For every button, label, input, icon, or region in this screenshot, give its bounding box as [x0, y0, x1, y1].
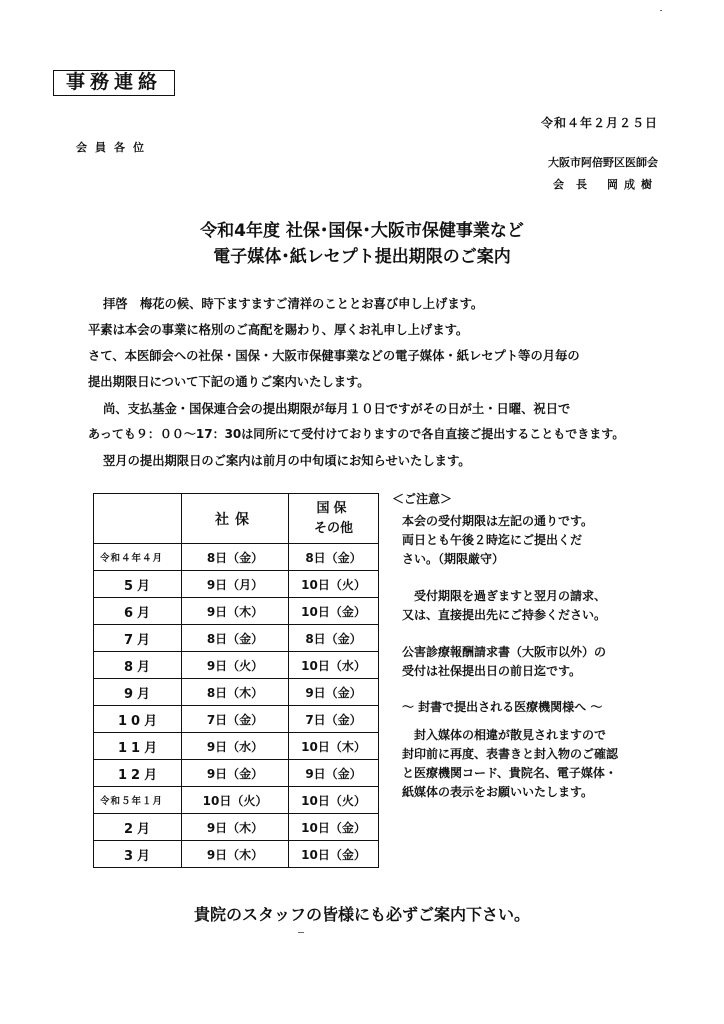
month-cell: 11月 [94, 733, 182, 760]
month-cell: 3月 [94, 841, 182, 868]
notice-label: 事務連絡 [53, 70, 175, 96]
note-line: 又は、直接提出先にご持参ください。 [402, 608, 607, 622]
body-paragraph: 尚、支払基金・国保連合会の提出期限が毎月１０日ですがその日が土・日曜、祝日で [103, 402, 571, 416]
body-paragraph: 提出期限日について下記の通りご案内いたします。 [88, 375, 370, 389]
table-header-kokuho-line2: その他 [313, 520, 353, 536]
note-subheading: ～ 封書で提出される医療機関様へ ～ [402, 700, 603, 714]
body-paragraph: あっても９：００～17：30は同所にて受付けておりますので各自直接ご提出することもできます。 [88, 427, 625, 441]
shaho-cell: 9日（木） [182, 598, 289, 625]
table-row [94, 652, 379, 679]
shaho-cell: 8日（金） [182, 625, 289, 652]
kokuho-cell: 10日（水） [289, 652, 379, 679]
body-paragraph: さて、本医師会への社保・国保・大阪市保健事業などの電子媒体・紙レセプト等の月毎の [88, 349, 580, 363]
note-line: 封入媒体の相違が散見されますので [414, 728, 607, 742]
body-paragraph: 翌月の提出期限日のご案内は前月の中旬頃にお知らせいたします。 [103, 454, 471, 468]
note-line: 受付期限を過ぎますと翌月の請求、 [414, 589, 607, 603]
table-row [94, 544, 379, 571]
scan-speck [298, 932, 304, 933]
shaho-cell: 9日（月） [182, 571, 289, 598]
note-line: 受付は社保提出日の前日迄です。 [402, 664, 582, 678]
note-line: 両日とも午後２時迄にご提出くだ [402, 533, 583, 547]
table-row [94, 598, 379, 625]
table-header-month [94, 494, 182, 544]
table-row [94, 787, 379, 814]
body-paragraph: 拝啓 梅花の候、時下ますますご清祥のこととお喜び申し上げます。 [103, 297, 484, 311]
month-cell: 5月 [94, 571, 182, 598]
kokuho-cell: 7日（金） [289, 706, 379, 733]
month-cell: 2月 [94, 814, 182, 841]
table-row [94, 841, 379, 868]
president-role: 会長 [553, 178, 599, 191]
table-row [94, 679, 379, 706]
table-row [94, 571, 379, 598]
table-row [94, 814, 379, 841]
shaho-cell: 9日（木） [182, 841, 289, 868]
kokuho-cell: 8日（金） [289, 625, 379, 652]
month-cell: 7月 [94, 625, 182, 652]
document-title-line1: 令和4年度 社保･国保･大阪市保健事業など [200, 221, 524, 241]
month-cell: 12月 [94, 760, 182, 787]
table-row [94, 706, 379, 733]
month-cell: 8月 [94, 652, 182, 679]
kokuho-cell: 10日（火） [289, 571, 379, 598]
note-line: 紙媒体の表示をお願いいたします。 [402, 785, 594, 799]
kokuho-cell: 9日（金） [289, 679, 379, 706]
note-line: 公害診療報酬請求書（大阪市以外）の [402, 645, 607, 659]
shaho-cell: 8日（金） [182, 544, 289, 571]
note-line: 本会の受付期限は左記の通りです。 [402, 514, 594, 528]
body-paragraph: 平素は本会の事業に格別のご高配を賜わり、厚くお礼申し上げます。 [88, 323, 469, 337]
footer-message: 貴院のスタッフの皆様にも必ずご案内下さい。 [193, 905, 530, 924]
month-cell: 9月 [94, 679, 182, 706]
shaho-cell: 9日（木） [182, 814, 289, 841]
month-cell: 令和４年４月 [94, 544, 182, 571]
shaho-cell: 7日（金） [182, 706, 289, 733]
table-header-shaho: 社保 [182, 494, 289, 544]
document-title-line2: 電子媒体･紙レセプト提出期限のご案内 [213, 247, 511, 267]
note-line: と医療機関コード、貴院名、電子媒体・ [402, 766, 617, 780]
note-line: 封印前に再度、表書きと封入物のご確認 [402, 747, 619, 761]
table-header-kokuho [289, 494, 379, 544]
shaho-cell: 9日（金） [182, 760, 289, 787]
table-header-row [94, 494, 379, 544]
shaho-cell: 9日（水） [182, 733, 289, 760]
kokuho-cell: 10日（木） [289, 733, 379, 760]
shaho-cell: 10日（火） [182, 787, 289, 814]
notes-heading: ＜ご注意＞ [392, 492, 453, 506]
month-cell: 6月 [94, 598, 182, 625]
kokuho-cell: 9日（金） [289, 760, 379, 787]
table-header-kokuho-line1: 国保 [316, 500, 351, 516]
kokuho-cell: 10日（金） [289, 814, 379, 841]
table-row [94, 733, 379, 760]
shaho-cell: 8日（木） [182, 679, 289, 706]
note-line: さい。（期限厳守） [402, 552, 505, 566]
addressee: 会員各位 [76, 141, 152, 154]
scan-speck [660, 10, 662, 11]
month-cell: 令和５年１月 [94, 787, 182, 814]
organization-name: 大阪市阿倍野区医師会 [548, 156, 658, 169]
month-cell: 10月 [94, 706, 182, 733]
kokuho-cell: 10日（火） [289, 787, 379, 814]
kokuho-cell: 10日（金） [289, 598, 379, 625]
shaho-cell: 9日（火） [182, 652, 289, 679]
kokuho-cell: 8日（金） [289, 544, 379, 571]
table-row [94, 760, 379, 787]
kokuho-cell: 10日（金） [289, 841, 379, 868]
issue-date: 令和４年２月２５日 [540, 116, 658, 130]
submission-schedule-table [93, 493, 379, 868]
table-row [94, 625, 379, 652]
president [553, 176, 658, 192]
president-name: 岡成樹 [607, 178, 658, 191]
